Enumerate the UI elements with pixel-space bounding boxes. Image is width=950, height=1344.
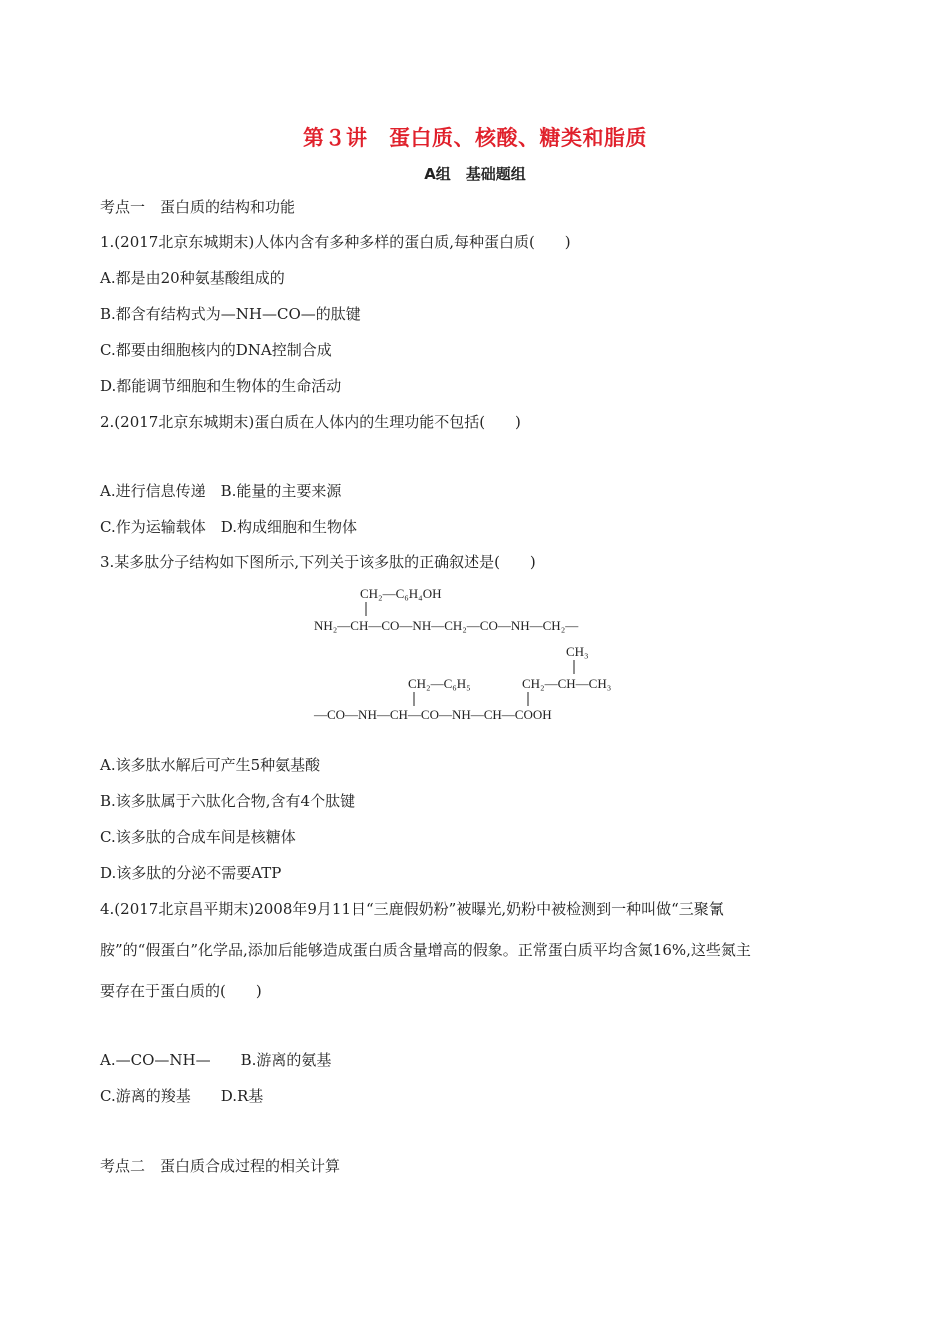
question-1-stem: 1.(2017北京东城期末)人体内含有多种多样的蛋白质,每种蛋白质( ) [100,233,571,251]
question-1-option-a: A.都是由20种氨基酸组成的 [100,269,285,287]
question-3-stem: 3.某多肽分子结构如下图所示,下列关于该多肽的正确叙述是( ) [100,553,536,571]
section-heading-1: 考点一 蛋白质的结构和功能 [100,198,296,216]
page-title: 第３讲 蛋白质、核酸、糖类和脂质 [303,126,647,150]
question-4-options-cd: C.游离的羧基 D.R基 [100,1087,264,1105]
question-1-option-d: D.都能调节细胞和生物体的生命活动 [100,377,342,395]
peptide-structure-formula [310,584,650,724]
question-4-stem-line-3: 要存在于蛋白质的( ) [100,982,262,1000]
formula-side-chain-phenylalanine: CH₂—C₆H₅ [408,676,471,691]
question-3-option-b: B.该多肽属于六肽化合物,含有4个肽键 [100,792,356,810]
question-1-option-b: B.都含有结构式为—NH—CO—的肽键 [100,305,361,323]
question-4-options-ab: A.—CO—NH— B.游离的氨基 [100,1051,332,1069]
question-3-option-a: A.该多肽水解后可产生5种氨基酸 [100,756,321,774]
formula-methyl-top: CH₃ [566,644,589,659]
formula-side-chain-leucine: CH₂—CH—CH₃ [522,676,612,691]
question-3-option-c: C.该多肽的合成车间是核糖体 [100,828,296,846]
section-heading-2: 考点二 蛋白质合成过程的相关计算 [100,1157,341,1175]
formula-main-chain-1: NH₂—CH—CO—NH—CH₂—CO—NH—CH₂— [314,618,579,633]
question-2-stem: 2.(2017北京东城期末)蛋白质在人体内的生理功能不包括( ) [100,413,521,431]
question-3-option-d: D.该多肽的分泌不需要ATP [100,864,282,882]
question-1-option-c: C.都要由细胞核内的DNA控制合成 [100,341,332,359]
question-4-stem-line-1: 4.(2017北京昌平期末)2008年9月11日“三鹿假奶粉”被曝光,奶粉中被检测到一种叫做“三聚氰 [100,900,724,918]
group-heading: A组 基础题组 [424,165,526,183]
formula-side-chain-tyrosine: CH₂—C₆H₄OH [360,586,442,601]
formula-main-chain-2: —CO—NH—CH—CO—NH—CH—COOH [314,707,552,722]
question-4-stem-line-2: 胺”的“假蛋白”化学品,添加后能够造成蛋白质含量增高的假象。正常蛋白质平均含氮16%,这些氮主 [100,941,751,959]
question-2-options-ab: A.进行信息传递 B.能量的主要来源 [100,482,342,500]
question-2-options-cd: C.作为运输载体 D.构成细胞和生物体 [100,518,357,536]
